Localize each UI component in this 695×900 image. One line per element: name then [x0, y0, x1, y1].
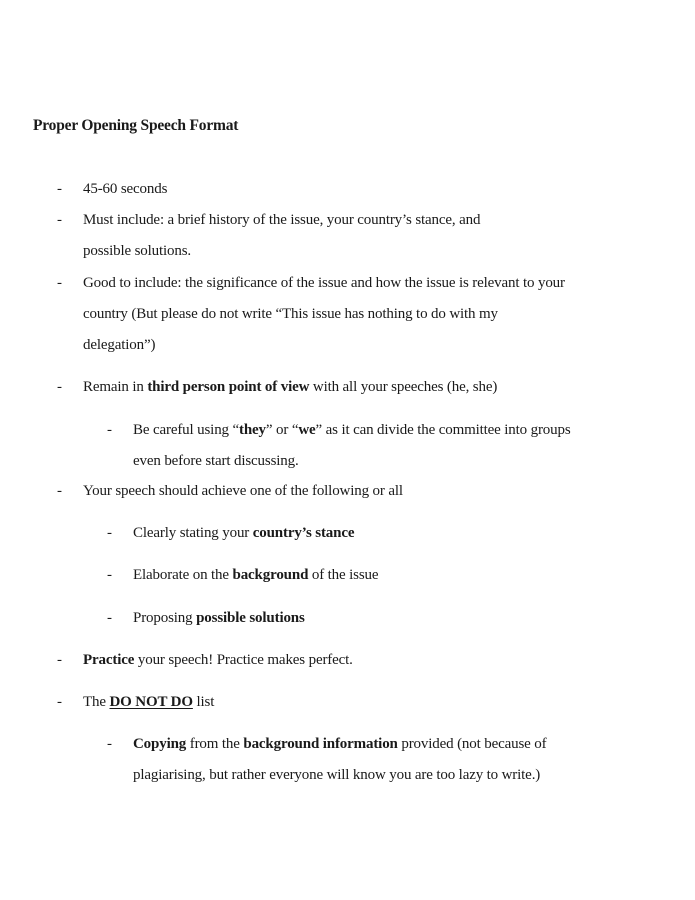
list-item-text: Practice your speech! Practice makes perfect.: [83, 652, 353, 668]
bullet-dash: -: [57, 212, 62, 228]
list-subitem-copying: [107, 729, 668, 791]
emphasis-text: country’s stance: [252, 525, 355, 541]
emphasis-text: possible solutions: [196, 610, 305, 626]
list-item-text: Copying from the background information provided (not because of: [133, 736, 547, 752]
emphasis-text: we: [298, 422, 316, 438]
emphasis-underlined-text: DO NOT DO: [109, 694, 193, 710]
list-item-text: delegation”): [83, 337, 156, 353]
bullet-dash: -: [57, 694, 62, 710]
bullet-dash: -: [107, 567, 112, 583]
list-item-text: Your speech should achieve one of the following or all: [83, 483, 403, 499]
list-item-third-person: [57, 372, 658, 403]
bullet-dash: -: [57, 379, 62, 395]
bullet-dash: -: [57, 275, 62, 291]
list-subitem-careful-using: [107, 415, 668, 477]
emphasis-text: they: [239, 422, 266, 438]
list-subitem-country-stance: [107, 518, 668, 549]
list-item-must-include: [57, 205, 658, 267]
bullet-dash: -: [107, 525, 112, 541]
list-item-text: Elaborate on the background of the issue: [133, 567, 379, 583]
list-item-do-not-do: [57, 687, 658, 718]
emphasis-text: background information: [243, 736, 398, 752]
list-item-text: even before start discussing.: [133, 453, 299, 469]
bullet-dash: -: [57, 652, 62, 668]
emphasis-text: Copying: [133, 736, 187, 752]
list-item-good-to-include: [57, 268, 658, 361]
emphasis-text: third person point of view: [147, 379, 310, 395]
document-title: Proper Opening Speech Format: [33, 117, 239, 134]
bullet-dash: -: [57, 483, 62, 499]
list-item-speech-should-achieve: [57, 476, 658, 507]
list-item-text: Remain in third person point of view with all your speeches (he, she): [83, 379, 498, 395]
list-item-text: Clearly stating your country’s stance: [133, 525, 355, 541]
list-item-duration: [57, 174, 658, 205]
list-subitem-possible-solutions: [107, 603, 668, 634]
list-item-text: Good to include: the significance of the issue and how the issue is relevant to your: [83, 275, 565, 291]
emphasis-text: background: [232, 567, 309, 583]
bullet-dash: -: [107, 422, 112, 438]
list-item-text: plagiarising, but rather everyone will know you are too lazy to write.): [133, 767, 541, 783]
list-subitem-background: [107, 560, 668, 591]
list-item-practice: [57, 645, 658, 676]
list-item-text: country (But please do not write “This issue has nothing to do with my: [83, 306, 498, 322]
bullet-dash: -: [107, 610, 112, 626]
list-item-text: Be careful using “they” or “we” as it can divide the committee into groups: [133, 422, 571, 438]
bullet-dash: -: [107, 736, 112, 752]
bullet-dash: -: [57, 181, 62, 197]
list-item-text: 45-60 seconds: [83, 181, 168, 197]
list-item-text: possible solutions.: [83, 243, 191, 259]
emphasis-text: Practice: [83, 652, 135, 668]
list-item-text: Must include: a brief history of the issue, your country’s stance, and: [83, 212, 481, 228]
list-item-text: Proposing possible solutions: [133, 610, 305, 626]
list-item-text: The DO NOT DO list: [83, 694, 215, 710]
